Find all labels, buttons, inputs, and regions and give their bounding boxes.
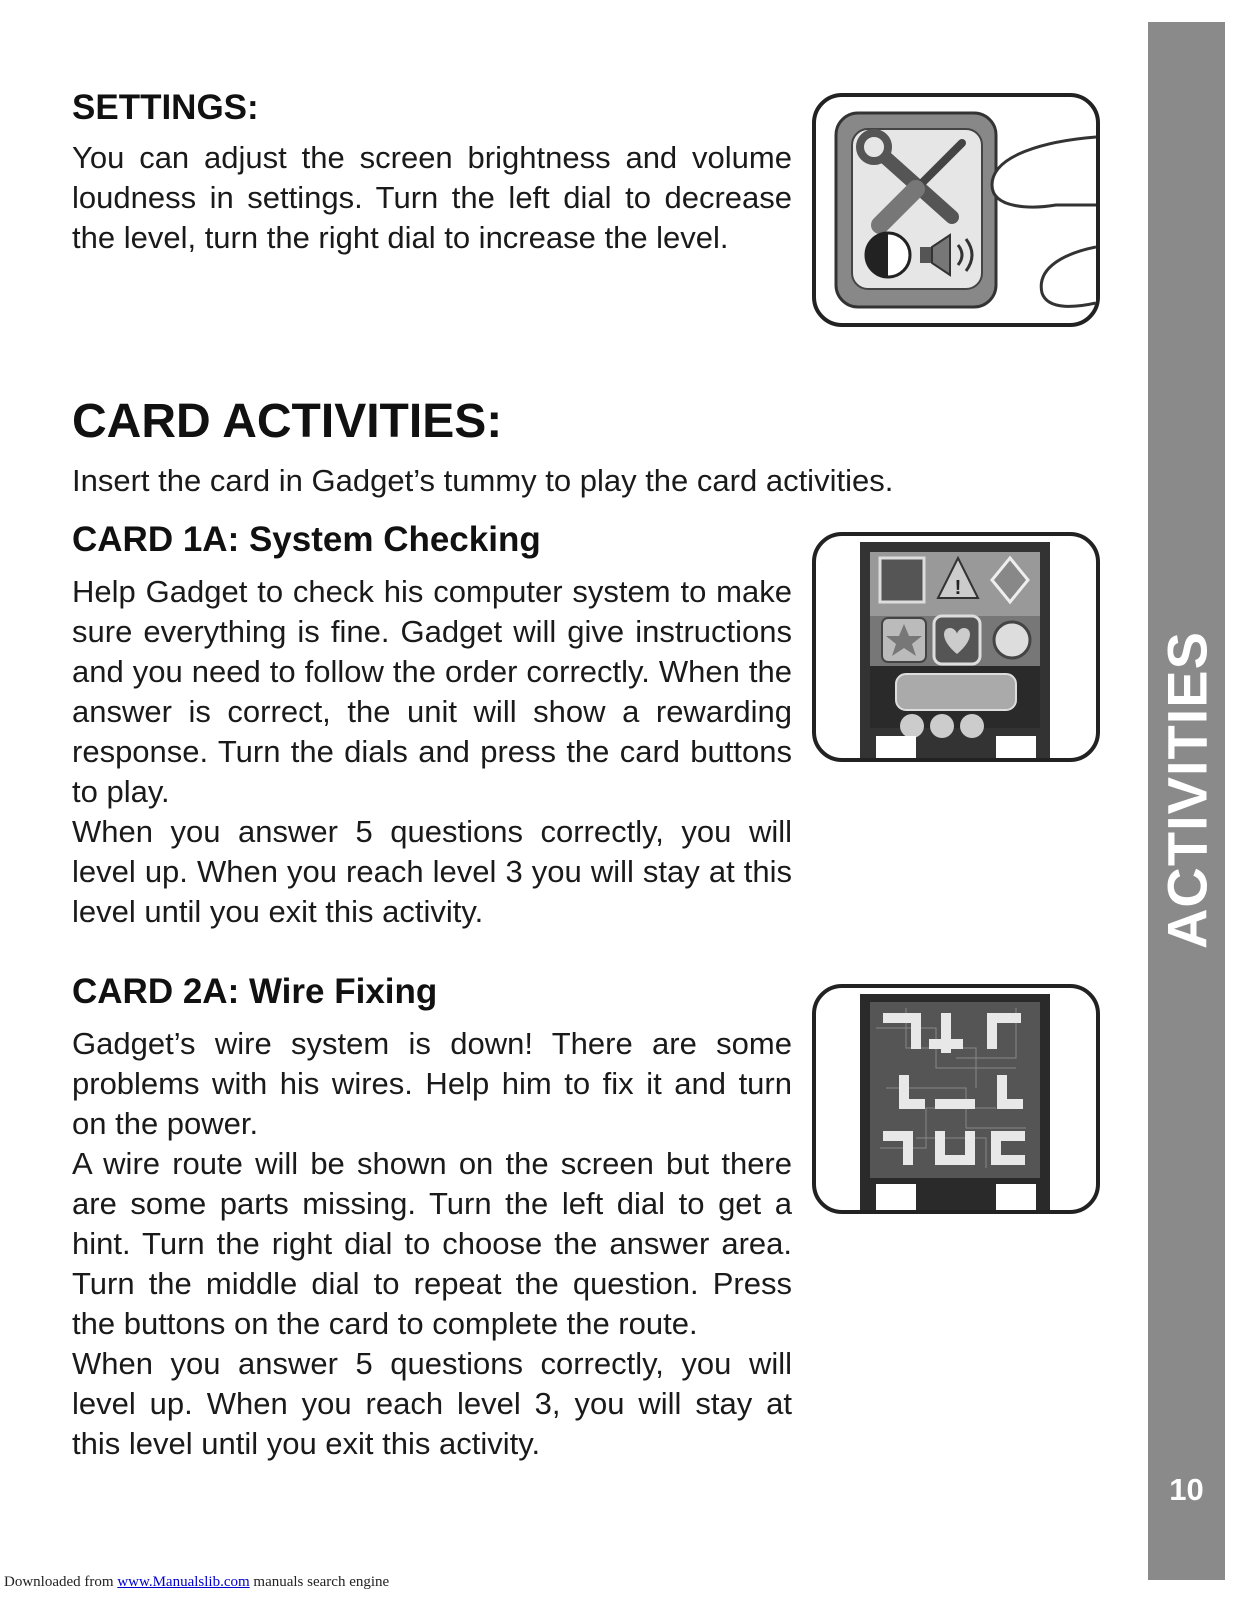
settings-card-icon [816,97,1096,323]
manualslib-link[interactable]: www.Manualslib.com [117,1574,250,1590]
page-number: 10 [1169,1472,1204,1507]
svg-text:!: ! [954,577,962,599]
card2a-body-2: A wire route will be shown on the screen but there are some parts missing. Turn the left dial to get a hint. Turn the right dial to choose the answer area. Turn the middle dial to repeat the question. Press the buttons on the card to complete the route. [72,1146,792,1341]
circle-icon [994,622,1030,658]
settings-heading: SETTINGS: [72,88,259,127]
settings-section [72,88,792,258]
card2a-image [816,988,1096,1210]
card2a-heading: CARD 2A: Wire Fixing [72,972,438,1011]
card1a-section [72,520,792,932]
brightness-icon [866,233,910,277]
card1a-illustration [812,532,1100,762]
finger-icon [992,137,1096,306]
card-activities-section [72,394,1032,501]
footer-prefix: Downloaded from [4,1574,118,1590]
card2a-section [72,972,792,1464]
section-title: ACTIVITIES [1155,630,1219,950]
card1a-body-2: When you answer 5 questions correctly, you will level up. When you reach level 3 you will stay at this level until you exit this activity. [72,814,792,929]
settings-illustration [812,93,1100,327]
footer-suffix: manuals search engine [249,1574,390,1590]
card-activities-intro: Insert the card in Gadget’s tummy to play the card activities. [72,463,894,498]
card2a-illustration [812,984,1100,1214]
card1a-heading: CARD 1A: System Checking [72,520,541,559]
card2a-body-3: When you answer 5 questions correctly, you will level up. When you reach level 3, you will stay at this level until you exit this activity. [72,1346,792,1461]
card1a-image [816,536,1096,758]
card2a-body-1: Gadget’s wire system is down! There are some problems with his wires. Help him to fix it and turn on the power. [72,1026,792,1141]
card1a-body-1: Help Gadget to check his computer system to make sure everything is fine. Gadget will give instructions and you need to follow the order correctly. When the answer is correct, the unit will show a rewarding response. Turn the dials and press the card buttons to play. [72,574,792,809]
download-footer [4,1574,389,1591]
settings-body: You can adjust the screen brightness and volume loudness in settings. Turn the left dial to decrease the level, turn the right dial to increase the level. [72,140,792,255]
card-activities-heading: CARD ACTIVITIES: [72,395,503,448]
